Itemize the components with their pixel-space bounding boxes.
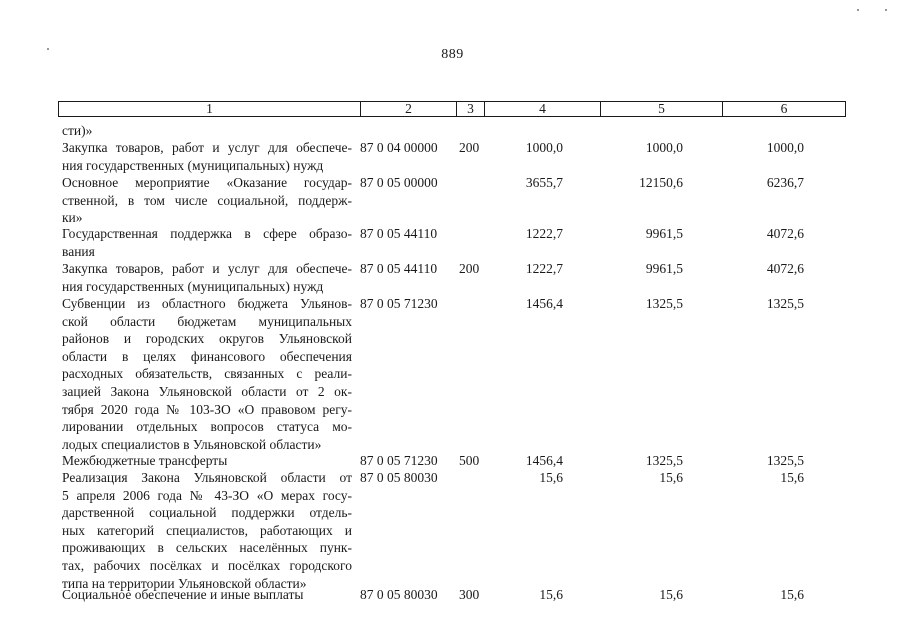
row-expense-type: 300 <box>459 587 480 602</box>
row-description <box>62 260 352 295</box>
header-col-4: 4 <box>484 102 600 116</box>
row-code: 87 0 05 71230 <box>360 453 438 468</box>
row-description <box>62 469 352 592</box>
row-value-col4: 15,6 <box>539 587 563 602</box>
header-col-2: 2 <box>360 102 456 116</box>
description-line: Закупка товаров, работ и услуг для обеспече- <box>62 261 352 276</box>
row-description <box>62 295 352 453</box>
description-line: лировании отдельных вопросов статуса мо- <box>62 419 352 435</box>
description-line: ния государственных (муниципальных) нужд <box>62 157 324 173</box>
row-code: 87 0 05 44110 <box>360 226 438 241</box>
row-value-col6: 15,6 <box>780 470 804 485</box>
header-col-5: 5 <box>600 102 722 116</box>
row-value-col6: 1325,5 <box>766 296 804 311</box>
description-line: Социальное обеспечение и иные выплаты <box>62 587 304 602</box>
header-col-3: 3 <box>456 102 484 116</box>
description-line: Основное мероприятие «Оказание государ- <box>62 175 352 190</box>
row-value-col6: 1325,5 <box>766 453 804 468</box>
table-header-row <box>58 101 846 117</box>
row-expense-type: 200 <box>459 140 480 155</box>
row-description <box>62 452 352 470</box>
description-line: зацией Закона Ульяновской области от 2 ок- <box>62 383 352 399</box>
row-expense-type: 200 <box>459 261 480 276</box>
description-line: 5 апреля 2006 года № 43-ЗО «О мерах госу- <box>62 487 352 503</box>
row-value-col6: 4072,6 <box>766 261 804 276</box>
description-line: ской области бюджетам муниципальных <box>62 313 352 329</box>
page-number: 889 <box>441 47 464 62</box>
row-value-col4: 1222,7 <box>525 226 563 241</box>
row-value-col4: 1222,7 <box>525 261 563 276</box>
row-value-col4: 15,6 <box>539 470 563 485</box>
row-description <box>62 122 352 140</box>
description-line: сти)» <box>62 123 93 138</box>
description-line: Субвенции из областного бюджета Ульянов- <box>62 296 352 311</box>
row-expense-type: 500 <box>459 453 480 468</box>
description-line: тах, рабочих посёлках и посёлках городского <box>62 557 352 573</box>
description-line: Реализация Закона Ульяновской области от <box>62 470 352 485</box>
description-line: ки» <box>62 210 83 226</box>
description-line: районов и городских округов Ульяновской <box>62 331 352 347</box>
row-description <box>62 139 352 174</box>
scan-speck <box>885 9 887 11</box>
header-col-6: 6 <box>722 102 845 116</box>
row-value-col5: 9961,5 <box>645 226 683 241</box>
description-line: лодых специалистов в Ульяновской области» <box>62 436 322 452</box>
description-line: Государственная поддержка в сфере образо- <box>62 226 352 241</box>
row-value-col6: 4072,6 <box>766 226 804 241</box>
row-value-col4: 3655,7 <box>525 175 563 190</box>
row-description <box>62 174 352 227</box>
header-col-1: 1 <box>206 101 213 116</box>
row-value-col4: 1000,0 <box>525 140 563 155</box>
row-value-col5: 15,6 <box>659 470 683 485</box>
row-value-col6: 6236,7 <box>766 175 804 190</box>
row-code: 87 0 05 71230 <box>360 296 438 311</box>
scan-speck <box>47 48 49 50</box>
description-line: Межбюджетные трансферты <box>62 453 228 468</box>
row-value-col4: 1456,4 <box>525 296 563 311</box>
row-code: 87 0 05 80030 <box>360 470 438 485</box>
description-line: области в целях финансового обеспечения <box>62 348 352 364</box>
row-value-col5: 1325,5 <box>645 453 683 468</box>
row-code: 87 0 04 00000 <box>360 140 438 155</box>
description-line: дарственной социальной поддержки отдель- <box>62 505 352 521</box>
description-line: вания <box>62 243 95 259</box>
row-code: 87 0 05 00000 <box>360 175 438 190</box>
row-value-col4: 1456,4 <box>525 453 563 468</box>
row-value-col5: 9961,5 <box>645 261 683 276</box>
description-line: расходных обязательств, связанных с реали- <box>62 366 352 382</box>
scan-speck <box>857 9 859 11</box>
description-line: ных категорий специалистов, работающих и <box>62 522 352 538</box>
description-line: ния государственных (муниципальных) нужд <box>62 278 324 294</box>
description-line: тября 2020 года № 103-ЗО «О правовом регу- <box>62 401 352 417</box>
row-value-col5: 12150,6 <box>639 175 683 190</box>
description-line: ственной, в том числе социальной, поддерж- <box>62 192 352 208</box>
description-line: типа на территории Ульяновской области» <box>62 575 307 591</box>
row-value-col6: 1000,0 <box>766 140 804 155</box>
row-code: 87 0 05 80030 <box>360 587 438 602</box>
row-value-col5: 1000,0 <box>645 140 683 155</box>
row-description <box>62 586 352 604</box>
description-line: Закупка товаров, работ и услуг для обеспече- <box>62 140 352 155</box>
row-value-col5: 1325,5 <box>645 296 683 311</box>
row-value-col6: 15,6 <box>780 587 804 602</box>
row-value-col5: 15,6 <box>659 587 683 602</box>
row-description <box>62 225 352 260</box>
row-code: 87 0 05 44110 <box>360 261 438 276</box>
description-line: проживающих в сельских населённых пунк- <box>62 540 352 556</box>
